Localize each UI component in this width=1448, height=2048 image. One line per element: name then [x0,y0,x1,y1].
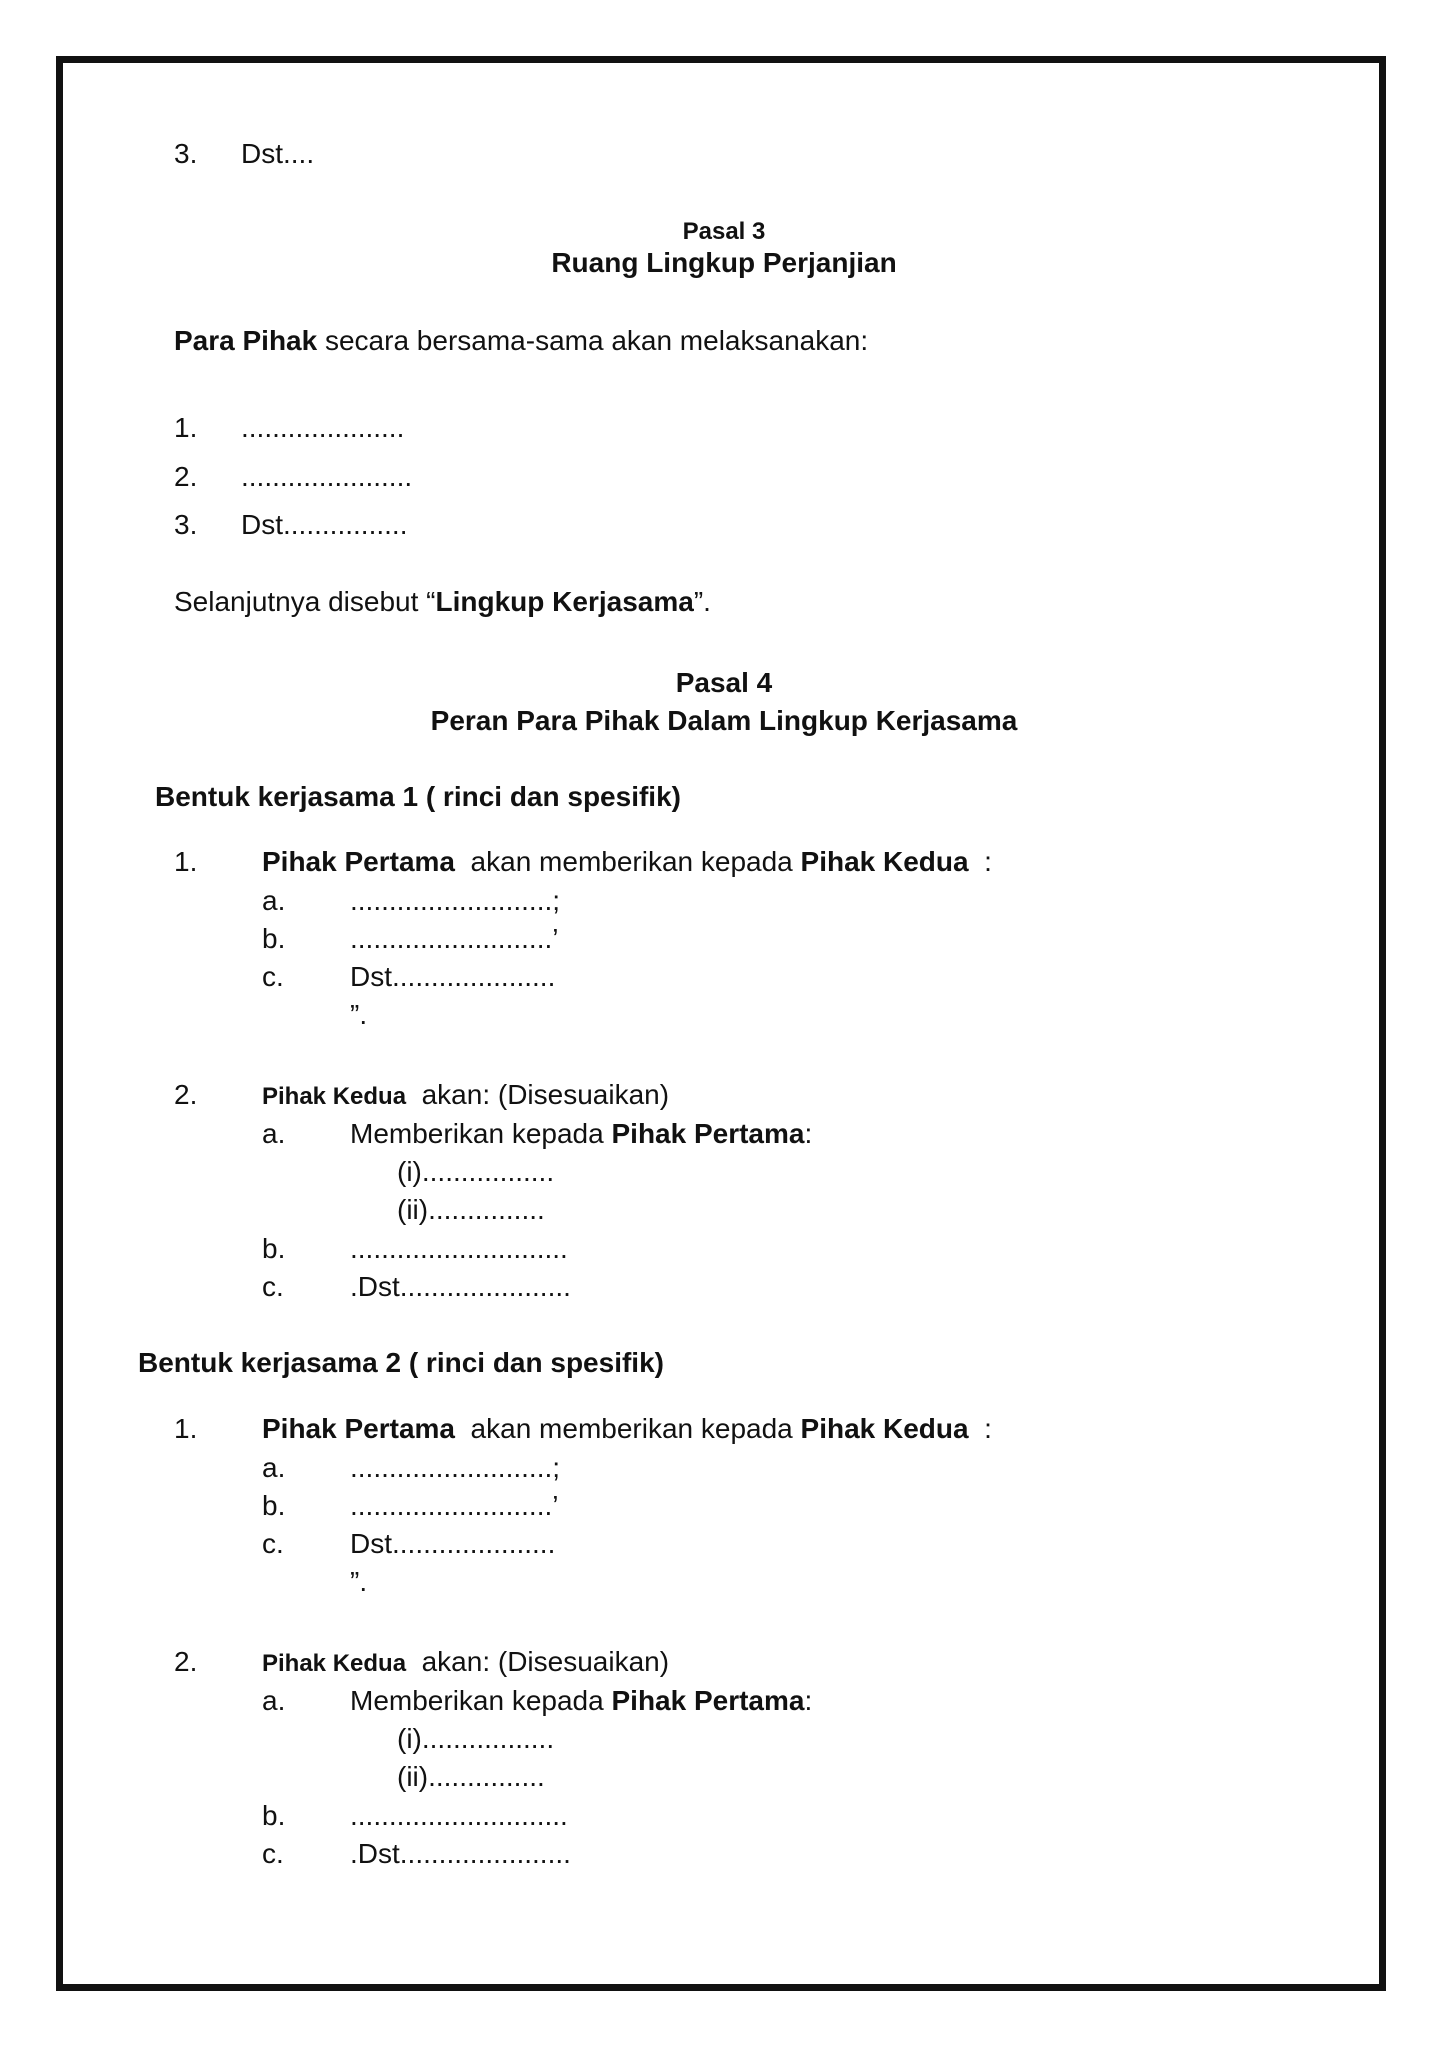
item-rest: akan: (Disesuaikan) [406,1646,670,1677]
item-rest: akan: (Disesuaikan) [406,1079,670,1110]
sub-text-end: : [804,1118,813,1149]
pihak-pertama: Pihak Pertama [262,1413,455,1444]
item-end: : [968,846,992,877]
pasal-3-title: Ruang Lingkup Perjanjian [551,247,897,278]
roman-item: (i)................. [397,1156,555,1187]
closing-quote: ”. [350,999,368,1030]
closing-quote: ”. [350,1566,368,1597]
list-number: 1. [174,412,198,443]
sub-text: ..........................; [350,885,561,916]
bentuk-2-heading: Bentuk kerjasama 2 ( rinci dan spesifik) [138,1347,664,1378]
sub-letter: a. [262,1685,286,1716]
list-number: 2. [174,1079,198,1110]
list-text: ..................... [241,412,405,443]
pihak-pertama: Pihak Pertama [611,1685,805,1716]
sub-letter: b. [262,1490,286,1521]
sub-text: ..........................’ [350,1490,559,1521]
sub-text-end: : [804,1685,813,1716]
intro-bold: Para Pihak [174,325,318,356]
sub-letter: a. [262,1452,286,1483]
sub-letter: c. [262,961,284,992]
sub-letter: c. [262,1271,284,1302]
roman-item: (ii)............... [397,1761,545,1792]
pasal-4-number: Pasal 4 [675,667,773,698]
list-number: 1. [174,1413,198,1444]
pihak-kedua: Pihak Kedua [800,1413,969,1444]
item-text [262,1412,992,1446]
list-text: Dst................ [241,509,408,540]
item-end: : [968,1413,992,1444]
item-text [262,1078,669,1114]
item-mid: akan memberikan kepada [455,1413,801,1444]
intro-rest: secara bersama-sama akan melaksanakan: [317,325,869,356]
list-text: ...................... [241,461,413,492]
pasal-3-number: Pasal 3 [682,218,766,245]
sub-letter: b. [262,1233,286,1264]
sub-text: .Dst...................... [350,1838,571,1869]
item-text [262,1645,669,1681]
sub-text-plain: Memberikan kepada [350,1118,612,1149]
sub-text: ..........................’ [350,923,559,954]
pihak-pertama: Pihak Pertama [611,1118,805,1149]
sub-letter: a. [262,1118,286,1149]
pihak-kedua: Pihak Kedua [262,1650,407,1677]
pasal-4-title: Peran Para Pihak Dalam Lingkup Kerjasama [430,705,1018,736]
sub-text-plain: Memberikan kepada [350,1685,612,1716]
sub-text: Dst..................... [350,1528,556,1559]
sub-text: .Dst...................... [350,1271,571,1302]
list-number: 1. [174,846,198,877]
sub-text: Dst..................... [350,961,556,992]
pasal-3-closing [174,585,711,619]
sub-letter: b. [262,1800,286,1831]
list-number: 2. [174,1646,198,1677]
closing-bold: Lingkup Kerjasama [435,586,694,617]
sub-text [350,1117,812,1151]
list-number: 3. [174,509,198,540]
closing-prefix: Selanjutnya disebut “ [174,586,436,617]
sub-text [350,1684,812,1718]
item-text [262,845,992,879]
sub-text: ............................ [350,1800,568,1831]
list-number: 2. [174,461,198,492]
bentuk-1-heading: Bentuk kerjasama 1 ( rinci dan spesifik) [155,781,681,812]
sub-text: ..........................; [350,1452,561,1483]
closing-suffix: ”. [693,586,711,617]
pasal-3-intro [174,324,868,358]
roman-item: (ii)............... [397,1194,545,1225]
roman-item: (i)................. [397,1723,555,1754]
list-number: 3. [174,138,198,169]
sub-letter: b. [262,923,286,954]
sub-letter: c. [262,1528,284,1559]
sub-letter: a. [262,885,286,916]
sub-text: ............................ [350,1233,568,1264]
list-text: Dst.... [241,138,315,169]
sub-letter: c. [262,1838,284,1869]
pihak-pertama: Pihak Pertama [262,846,455,877]
item-mid: akan memberikan kepada [455,846,801,877]
pihak-kedua: Pihak Kedua [800,846,969,877]
pihak-kedua: Pihak Kedua [262,1083,407,1110]
